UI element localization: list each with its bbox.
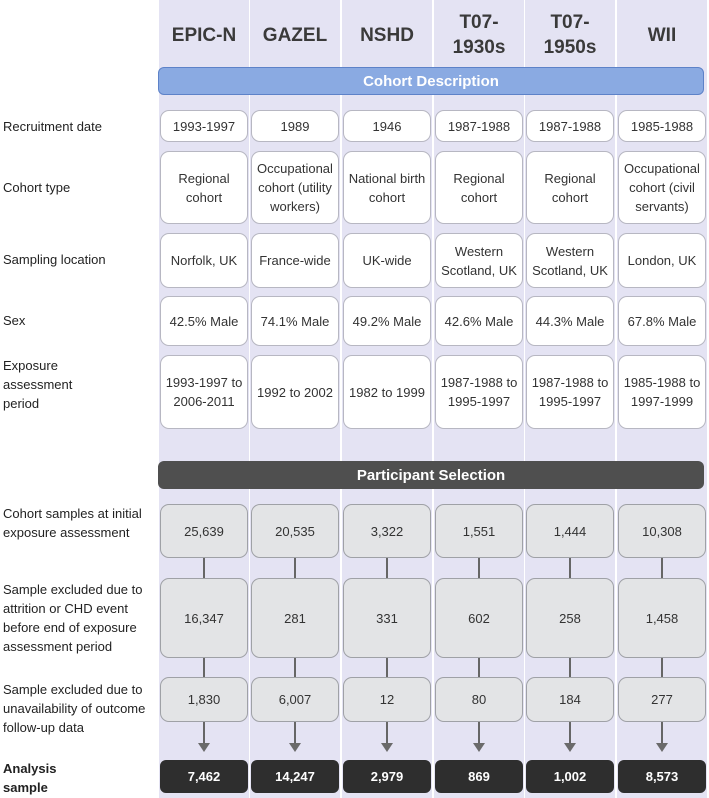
analysis-cell: 869 bbox=[435, 760, 523, 793]
row-label: Recruitment date bbox=[3, 119, 102, 134]
arrow-down-icon bbox=[656, 743, 668, 752]
row-label: Sample excluded due to unavailability of outcome follow-up data bbox=[3, 682, 146, 735]
analysis-cell: 8,573 bbox=[618, 760, 706, 793]
connector-line bbox=[386, 558, 388, 578]
selection-cell: 281 bbox=[251, 578, 339, 658]
arrow-down-icon bbox=[381, 743, 393, 752]
arrow-down-icon bbox=[289, 743, 301, 752]
connector-line bbox=[569, 658, 571, 677]
analysis-cell: 2,979 bbox=[343, 760, 431, 793]
selection-cell: 602 bbox=[435, 578, 523, 658]
analysis-cell: 1,002 bbox=[526, 760, 614, 793]
description-cell: 44.3% Male bbox=[526, 296, 614, 346]
description-cell: Occupational cohort (civil servants) bbox=[618, 151, 706, 224]
section-banner-cohort-description: Cohort Description bbox=[158, 67, 704, 95]
row-label: Sampling location bbox=[3, 252, 106, 267]
description-cell: 1989 bbox=[251, 110, 339, 142]
description-cell: 42.6% Male bbox=[435, 296, 523, 346]
selection-cell: 80 bbox=[435, 677, 523, 722]
selection-cell: 331 bbox=[343, 578, 431, 658]
connector-line bbox=[294, 722, 296, 744]
connector-line bbox=[478, 658, 480, 677]
description-cell: Regional cohort bbox=[160, 151, 248, 224]
selection-cell: 258 bbox=[526, 578, 614, 658]
section-banner-participant-selection: Participant Selection bbox=[158, 461, 704, 489]
description-cell: 1987-1988 bbox=[526, 110, 614, 142]
selection-cell: 20,535 bbox=[251, 504, 339, 558]
description-cell: Regional cohort bbox=[435, 151, 523, 224]
description-cell: 1985-1988 bbox=[618, 110, 706, 142]
description-cell: 74.1% Male bbox=[251, 296, 339, 346]
description-cell: 1987-1988 to 1995-1997 bbox=[526, 355, 614, 429]
connector-line bbox=[661, 722, 663, 744]
connector-line bbox=[386, 658, 388, 677]
row-label: Exposure assessment period bbox=[3, 358, 73, 411]
connector-line bbox=[478, 558, 480, 578]
selection-cell: 10,308 bbox=[618, 504, 706, 558]
description-cell: 49.2% Male bbox=[343, 296, 431, 346]
description-cell: UK-wide bbox=[343, 233, 431, 288]
description-cell: 1993-1997 bbox=[160, 110, 248, 142]
connector-line bbox=[203, 722, 205, 744]
description-cell: 1992 to 2002 bbox=[251, 355, 339, 429]
row-label: Cohort samples at initial exposure assessment bbox=[3, 506, 142, 540]
selection-cell: 1,458 bbox=[618, 578, 706, 658]
row-label: Cohort type bbox=[3, 180, 71, 195]
arrow-down-icon bbox=[473, 743, 485, 752]
connector-line bbox=[661, 558, 663, 578]
connector-line bbox=[478, 722, 480, 744]
description-cell: 67.8% Male bbox=[618, 296, 706, 346]
connector-line bbox=[569, 558, 571, 578]
arrow-down-icon bbox=[198, 743, 210, 752]
selection-cell: 1,551 bbox=[435, 504, 523, 558]
description-cell: 1993-1997 to 2006-2011 bbox=[160, 355, 248, 429]
connector-line bbox=[294, 558, 296, 578]
arrow-down-icon bbox=[564, 743, 576, 752]
description-cell: Occupational cohort (utility workers) bbox=[251, 151, 339, 224]
description-cell: 1946 bbox=[343, 110, 431, 142]
analysis-cell: 14,247 bbox=[251, 760, 339, 793]
row-label: Sample excluded due to attrition or CHD event before end of exposure assessment period bbox=[3, 582, 143, 654]
description-cell: France-wide bbox=[251, 233, 339, 288]
connector-line bbox=[569, 722, 571, 744]
description-cell: 1987-1988 bbox=[435, 110, 523, 142]
description-cell: 1987-1988 to 1995-1997 bbox=[435, 355, 523, 429]
selection-cell: 277 bbox=[618, 677, 706, 722]
description-cell: 1982 to 1999 bbox=[343, 355, 431, 429]
connector-line bbox=[294, 658, 296, 677]
column-header: T07- 1930s bbox=[452, 12, 506, 58]
column-header: WII bbox=[647, 24, 677, 46]
selection-cell: 25,639 bbox=[160, 504, 248, 558]
connector-line bbox=[203, 658, 205, 677]
analysis-cell: 7,462 bbox=[160, 760, 248, 793]
description-cell: 1985-1988 to 1997-1999 bbox=[618, 355, 706, 429]
description-cell: Western Scotland, UK bbox=[435, 233, 523, 288]
selection-cell: 184 bbox=[526, 677, 614, 722]
description-cell: London, UK bbox=[618, 233, 706, 288]
column-header: T07- 1950s bbox=[543, 12, 597, 58]
connector-line bbox=[661, 658, 663, 677]
selection-cell: 1,830 bbox=[160, 677, 248, 722]
row-label: Sex bbox=[3, 313, 26, 328]
analysis-sample-label: Analysis sample bbox=[3, 761, 57, 795]
description-cell: Regional cohort bbox=[526, 151, 614, 224]
column-header: NSHD bbox=[360, 24, 414, 46]
selection-cell: 3,322 bbox=[343, 504, 431, 558]
selection-cell: 1,444 bbox=[526, 504, 614, 558]
selection-cell: 12 bbox=[343, 677, 431, 722]
column-header: EPIC-N bbox=[171, 24, 237, 46]
selection-cell: 16,347 bbox=[160, 578, 248, 658]
connector-line bbox=[203, 558, 205, 578]
description-cell: Western Scotland, UK bbox=[526, 233, 614, 288]
connector-line bbox=[386, 722, 388, 744]
description-cell: National birth cohort bbox=[343, 151, 431, 224]
column-header: GAZEL bbox=[262, 24, 328, 46]
description-cell: Norfolk, UK bbox=[160, 233, 248, 288]
selection-cell: 6,007 bbox=[251, 677, 339, 722]
description-cell: 42.5% Male bbox=[160, 296, 248, 346]
